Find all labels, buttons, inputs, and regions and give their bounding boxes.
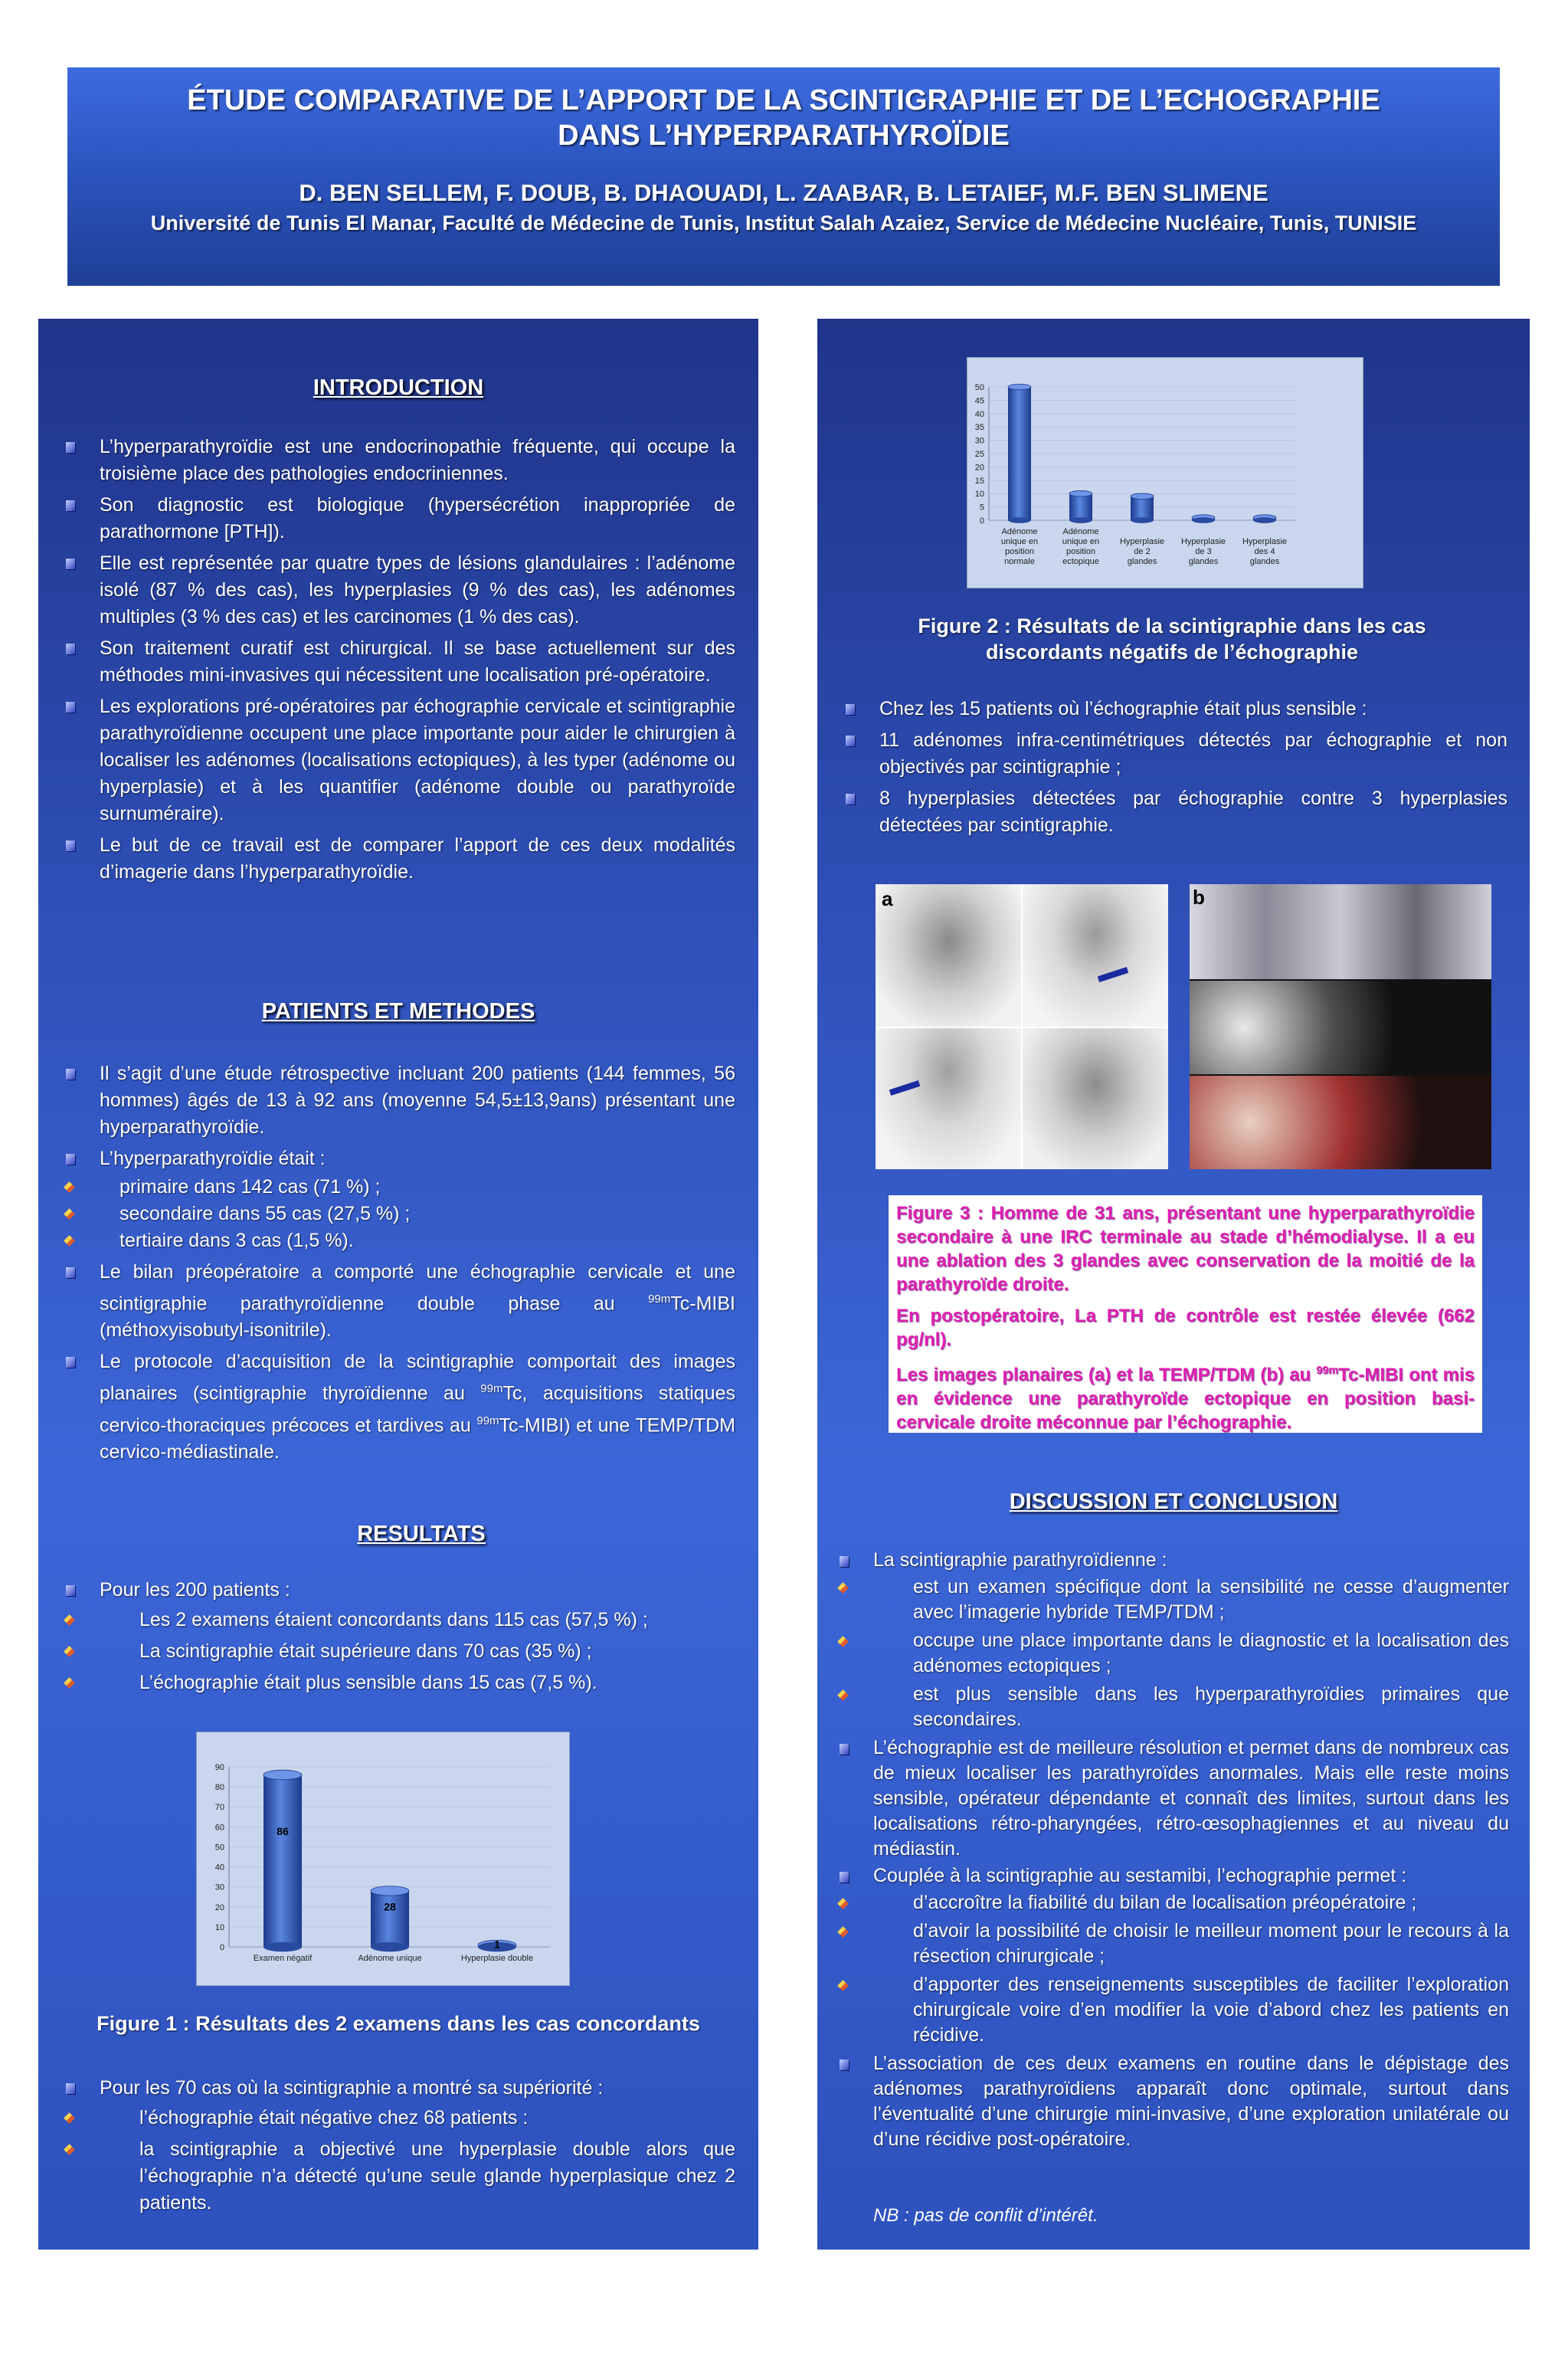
right-results-item: 11 adénomes infra-centimétriques détectés par échographie et non objectivés par scintigraphie ; — [841, 727, 1507, 781]
methods-item — [61, 1349, 735, 1466]
discussion-item: L’association de ces deux examens en routine dans le dépistage des adénomes parathyroïdiens apparaît donc optimale, surtout dans l’éventualité d’une chirurgie mini-invasive, d’une exploration unilatérale ou d’une récidive post-opératoire. — [835, 2051, 1509, 2152]
x-tick-label: Adénome — [1001, 527, 1038, 536]
bar-base — [1192, 517, 1215, 523]
intro-item: Son traitement curatif est chirurgical. Il se base actuellement sur des méthodes mini-invasives qui nécessitent une localisation pré-opératoire. — [61, 635, 735, 689]
fig3-paragraph — [896, 1359, 1475, 1434]
x-tick-label: glandes — [1249, 557, 1280, 566]
results-subitem: La scintigraphie était supérieure dans 70 cas (35 %) ; — [61, 1638, 735, 1665]
x-tick-label: Hyperplasie — [1242, 537, 1288, 546]
y-tick-label: 0 — [219, 1943, 224, 1952]
discussion-subitem: d’apporter des renseignements susceptibles de faciliter l’exploration chirurgicale voire d’en modifier la voie d’abord chez les patients en récidive. — [835, 1972, 1509, 2048]
fused-row-3 — [1190, 1076, 1491, 1169]
figure-1-caption: Figure 1 : Résultats des 2 examens dans les cas concordants — [97, 2012, 700, 2035]
methods-item: L’hyperparathyroïdie était : — [61, 1145, 735, 1172]
discussion-subitem: d’accroître la fiabilité du bilan de localisation préopératoire ; — [835, 1890, 1509, 1915]
poster-title — [67, 83, 1500, 153]
results-list — [61, 1577, 735, 1696]
x-tick-label: ectopique — [1062, 557, 1099, 566]
x-tick-label: de 3 — [1195, 547, 1212, 556]
spect-row-1 — [1190, 884, 1491, 979]
intro-item: L’hyperparathyroïdie est une endocrinopathie fréquente, qui occupe la troisième place des pathologies endocriniennes. — [61, 434, 735, 487]
y-tick-label: 20 — [214, 1902, 224, 1912]
data-label: 28 — [384, 1900, 396, 1913]
discussion-list — [835, 1548, 1509, 2157]
superscript: 99m — [648, 1293, 671, 1306]
x-tick-label: glandes — [1127, 557, 1157, 566]
bar — [264, 1775, 302, 1947]
y-tick-label: 50 — [214, 1843, 224, 1853]
x-tick-label: Examen négatif — [253, 1954, 313, 1963]
text-fragment: Les images planaires (a) et la TEMP/TDM (b) au — [896, 1365, 1317, 1385]
y-tick-label: 25 — [974, 450, 984, 459]
results-subitem: la scintigraphie a objectivé une hyperplasie double alors que l’échographie n’a détecté qu’une seule glande hyperplasique chez 2 patients. — [61, 2136, 735, 2217]
y-tick-label: 35 — [974, 423, 984, 433]
methods-subitem: secondaire dans 55 cas (27,5 %) ; — [61, 1201, 735, 1227]
bar-base — [264, 1942, 302, 1952]
methods-item — [61, 1259, 735, 1344]
methods-subitem: primaire dans 142 cas (71 %) ; — [61, 1174, 735, 1201]
intro-item: Les explorations pré-opératoires par échographie cervicale et scintigraphie parathyroïdienne occupent une place importante pour aider le chirurgien à localiser les adénomes (localisations ectopiques), à les typer (adénome ou hyperplasie) et à les quantifier (adénome double ou parathyroïde surnuméraire). — [61, 693, 735, 827]
results-70-list — [61, 2075, 735, 2217]
results-subitem: Les 2 examens étaient concordants dans 115 cas (57,5 %) ; — [61, 1607, 735, 1634]
y-tick-label: 10 — [974, 490, 984, 500]
authors: D. BEN SELLEM, F. DOUB, B. DHAOUADI, L. ZAABAR, B. LETAIEF, M.F. BEN SLIMENE — [299, 179, 1268, 206]
superscript: 99m — [476, 1414, 499, 1427]
results-title: RESULTATS — [357, 1522, 486, 1546]
results-subitem: L’échographie était plus sensible dans 15 cas (7,5 %). — [61, 1670, 735, 1696]
figure-2-chart — [967, 357, 1363, 588]
fig3-paragraph: En postopératoire, La PTH de contrôle est restée élevée (662 pg/nl). — [896, 1306, 1475, 1350]
right-results-list — [841, 696, 1507, 844]
y-tick-label: 10 — [214, 1922, 224, 1932]
spect-ct-images — [1190, 884, 1491, 1169]
y-tick-label: 45 — [974, 396, 984, 406]
figure-1-svg — [197, 1732, 569, 1985]
bar — [1131, 496, 1154, 520]
x-tick-label: de 2 — [1134, 547, 1151, 556]
ct-row-2 — [1190, 981, 1491, 1074]
figure-2-caption: Figure 2 : Résultats de la scintigraphie dans les cas discordants négatifs de l’échographie — [918, 614, 1426, 664]
title-line-1: ÉTUDE COMPARATIVE DE L’APPORT DE LA SCINTIGRAPHIE ET DE L’ECHOGRAPHIE — [187, 84, 1380, 116]
figure-1-chart — [196, 1732, 570, 1986]
y-tick-label: 70 — [214, 1803, 224, 1813]
discussion-item: Couplée à la scintigraphie au sestamibi, l’echographie permet : — [835, 1863, 1509, 1889]
x-tick-label: Hyperplasie — [1119, 537, 1165, 546]
data-label: 86 — [277, 1825, 289, 1838]
text-fragment: Tc, acquisitions statiques cervico-thoraciques précoces et tardives au — [100, 1382, 735, 1436]
bar-base — [1069, 517, 1092, 523]
discussion-subitem: d’avoir la possibilité de choisir le meilleur moment pour le recours à la résection chirurgicale ; — [835, 1919, 1509, 1969]
results-subitem: l’échographie était négative chez 68 patients : — [61, 2105, 735, 2132]
planar-image-4 — [1023, 1028, 1168, 1169]
y-tick-label: 90 — [214, 1763, 224, 1772]
x-tick-label: Hyperplasie — [1180, 537, 1226, 546]
y-tick-label: 5 — [979, 503, 984, 513]
discussion-item: L’échographie est de meilleure résolution et permet dans de nombreux cas de mieux localiser les parathyroïdes anormales. Mais elle reste moins sensible, opérateur dépendante et connaît des limites, surtout dans les localisations rétro-pharyngées, rétro-œsophagiennes et au niveau du médiastin. — [835, 1735, 1509, 1862]
discussion-subitem: est un examen spécifique dont la sensibilité ne cesse d’augmenter avec l’imagerie hybride TEMP/TDM ; — [835, 1575, 1509, 1625]
figure-2-svg — [967, 358, 1363, 588]
discussion-subitem: occupe une place importante dans le diagnostic et la localisation des adénomes ectopiques ; — [835, 1628, 1509, 1679]
bar-top — [1069, 490, 1092, 496]
conflict-note: NB : pas de conflit d’intérêt. — [873, 2205, 1098, 2226]
image-label-b: b — [1193, 886, 1205, 909]
y-tick-label: 30 — [974, 436, 984, 446]
methods-item: Il s’agit d’une étude rétrospective incluant 200 patients (144 femmes, 56 hommes) âgés de 13 à 92 ans (moyenne 54,5±13,9ans) présentant une hyperparathyroïdie. — [61, 1060, 735, 1141]
superscript: 99m — [1316, 1365, 1339, 1377]
bar-base — [1131, 517, 1154, 523]
intro-item: Son diagnostic est biologique (hypersécrétion inappropriée de parathormone [PTH]). — [61, 492, 735, 546]
planar-image-1 — [876, 884, 1021, 1027]
discussion-item: La scintigraphie parathyroïdienne : — [835, 1548, 1509, 1573]
methods-title: PATIENTS ET METHODES — [261, 999, 535, 1024]
title-line-2: DANS L’HYPERPARATHYROÏDIE — [558, 120, 1010, 152]
x-tick-label: position — [1066, 547, 1095, 556]
figure-3-caption — [889, 1195, 1482, 1433]
y-tick-label: 50 — [974, 383, 984, 392]
x-tick-label: position — [1005, 547, 1034, 556]
image-label-a: a — [882, 887, 893, 910]
y-tick-label: 80 — [214, 1783, 224, 1793]
x-tick-label: des 4 — [1254, 547, 1275, 556]
right-results-item: 8 hyperplasies détectées par échographie contre 3 hyperplasies détectées par scintigraphie. — [841, 785, 1507, 839]
bar — [371, 1891, 409, 1947]
text-fragment: Le protocole d’acquisition de la scintigraphie comportait des images planaires (scintigraphie thyroïdienne au — [100, 1351, 735, 1404]
text-fragment: Tc-MIBI (méthoxyisobutyl-isonitrile). — [100, 1293, 735, 1342]
y-tick-label: 40 — [214, 1863, 224, 1873]
y-tick-label: 20 — [974, 463, 984, 473]
text-fragment: Tc-MIBI) et une TEMP/TDM cervico-médiastinale. — [100, 1414, 736, 1463]
planar-image-2 — [1023, 884, 1168, 1027]
y-tick-label: 60 — [214, 1823, 224, 1833]
bar — [1008, 387, 1031, 520]
superscript: 99m — [480, 1382, 503, 1396]
planar-image-3 — [876, 1028, 1021, 1169]
y-tick-label: 40 — [974, 409, 984, 419]
bar-top — [1131, 493, 1154, 500]
text-fragment: Tc-MIBI ont mis en évidence une parathyroïde ectopique en position basi-cervicale droite méconnue par l’échographie. — [896, 1365, 1475, 1433]
poster-header — [67, 67, 1500, 286]
intro-item: Elle est représentée par quatre types de lésions glandulaires : l’adénome isolé (87 % des cas), les hyperplasies (9 % des cas), les adénomes multiples (3 % des cas) et les carcinomes (1 % des cas). — [61, 550, 735, 631]
results-item: Pour les 200 patients : — [61, 1577, 735, 1604]
x-tick-label: unique en — [1000, 537, 1039, 546]
results-item: Pour les 70 cas où la scintigraphie a montré sa supériorité : — [61, 2075, 735, 2102]
x-tick-label: Adénome — [1062, 527, 1099, 536]
x-tick-label: unique en — [1062, 537, 1100, 546]
data-label: 1 — [494, 1938, 500, 1951]
x-tick-label: Hyperplasie double — [460, 1954, 534, 1963]
intro-item: Le but de ce travail est de comparer l’apport de ces deux modalités d’imagerie dans l’hyperparathyroïdie. — [61, 832, 735, 886]
discussion-title: DISCUSSION ET CONCLUSION — [1009, 1489, 1338, 1514]
y-tick-label: 15 — [974, 476, 984, 486]
bar-base — [371, 1942, 409, 1952]
x-tick-label: Adénome unique — [358, 1954, 422, 1963]
affiliation: Université de Tunis El Manar, Faculté de Médecine de Tunis, Institut Salah Azaiez, Service de Médecine Nucléaire, Tunis, TUNISIE — [150, 211, 1417, 234]
bar — [1069, 493, 1092, 520]
bar-base — [1253, 517, 1276, 523]
introduction-title: INTRODUCTION — [313, 375, 484, 400]
methods-subitem: tertiaire dans 3 cas (1,5 %). — [61, 1227, 735, 1254]
y-tick-label: 30 — [214, 1883, 224, 1893]
y-tick-label: 0 — [979, 516, 984, 526]
x-tick-label: glandes — [1188, 557, 1219, 566]
bar-base — [1008, 517, 1031, 523]
x-tick-label: normale — [1004, 557, 1035, 566]
right-results-item: Chez les 15 patients où l’échographie était plus sensible : — [841, 696, 1507, 723]
fig3-paragraph: Figure 3 : Homme de 31 ans, présentant une hyperparathyroïdie secondaire à une IRC terminale au stade d’hémodialyse. Il a eu une ablation des 3 glandes avec conservation de la moitié de la parathyroïde droite. — [896, 1203, 1475, 1295]
discussion-subitem: est plus sensible dans les hyperparathyroïdies primaires que secondaires. — [835, 1682, 1509, 1732]
bar-top — [264, 1770, 302, 1780]
bar-top — [1008, 384, 1031, 390]
planar-images — [876, 884, 1168, 1169]
introduction-list — [61, 434, 735, 890]
methods-list — [61, 1060, 735, 1470]
bar-top — [371, 1886, 409, 1896]
text-fragment: Le bilan préopératoire a comporté une échographie cervicale et une scintigraphie parathyroïdienne double phase au — [100, 1261, 735, 1315]
